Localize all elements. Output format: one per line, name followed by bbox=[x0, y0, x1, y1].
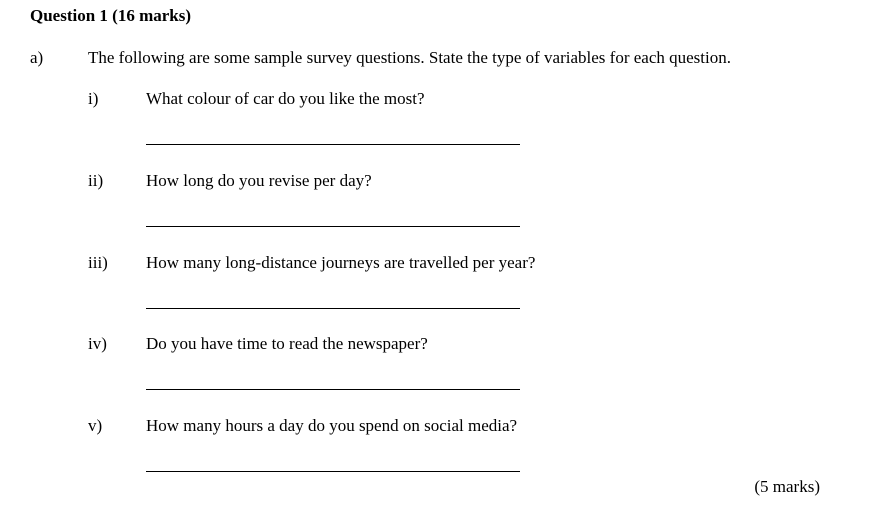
question-item-1 bbox=[0, 89, 878, 171]
item-number: iii) bbox=[88, 253, 108, 272]
question-item-2 bbox=[0, 171, 878, 253]
item-number: ii) bbox=[88, 171, 104, 190]
item-text: Do you have time to read the newspaper? bbox=[146, 334, 428, 353]
answer-line bbox=[146, 144, 520, 145]
item-text: What colour of car do you like the most? bbox=[146, 89, 425, 108]
question-item-3 bbox=[0, 253, 878, 335]
item-text: How many hours a day do you spend on social media? bbox=[146, 416, 518, 435]
item-number: v) bbox=[88, 416, 103, 435]
answer-line bbox=[146, 226, 520, 227]
answer-line bbox=[146, 389, 520, 390]
item-text: How long do you revise per day? bbox=[146, 171, 372, 190]
item-number: iv) bbox=[88, 334, 107, 353]
question-heading: Question 1 (16 marks) bbox=[30, 6, 192, 25]
item-number: i) bbox=[88, 89, 99, 108]
question-item-4 bbox=[0, 334, 878, 416]
answer-line bbox=[146, 308, 520, 309]
question-item-5 bbox=[0, 416, 878, 498]
part-intro: The following are some sample survey questions. State the type of variables for each question. bbox=[88, 48, 731, 67]
item-text: How many long-distance journeys are travelled per year? bbox=[146, 253, 536, 272]
marks-allocation: (5 marks) bbox=[754, 477, 820, 496]
part-label: a) bbox=[30, 48, 44, 67]
answer-line bbox=[146, 471, 520, 472]
